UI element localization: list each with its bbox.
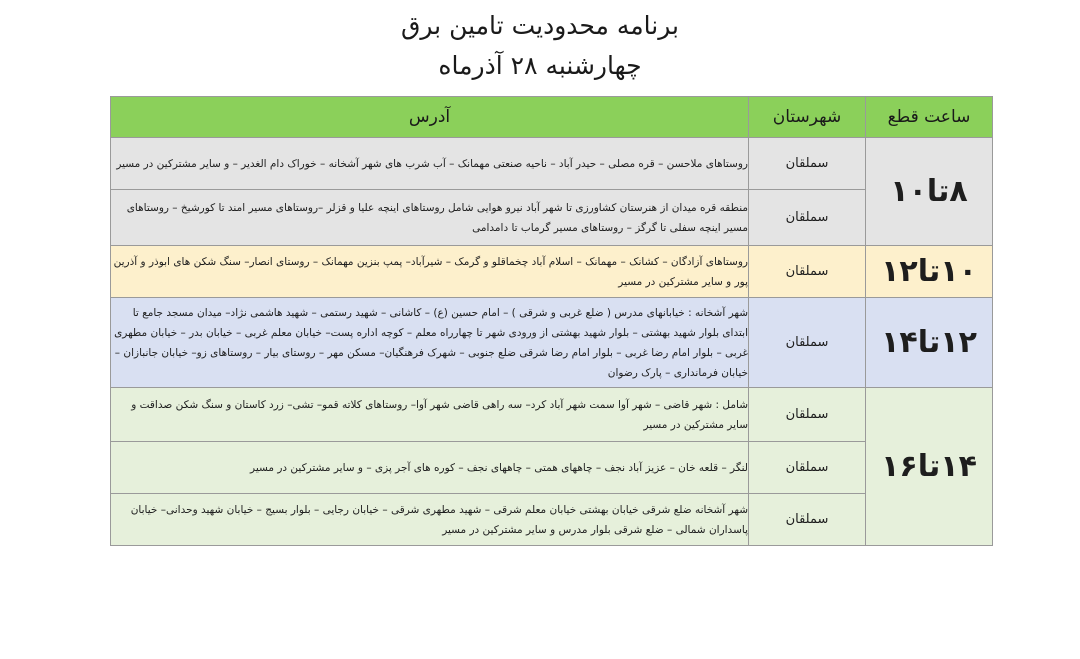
city-cell: سملقان xyxy=(749,298,866,388)
table-row xyxy=(111,298,993,388)
address-cell: شهر آشخانه ضلع شرقی خیابان بهشتی خیابان معلم شرقی – شهید مطهری شرقی – خیابان رجایی – بلوار بسیج – خیابان شهید وحدانی– خیابان پاسداران شمالی – ضلع شرقی بلوار مدرس و سایر مشترکین در مسیر xyxy=(111,494,749,546)
time-slot: ۱۰تا۱۲ xyxy=(866,246,993,298)
city-cell: سملقان xyxy=(749,190,866,246)
address-cell: منطقه قره میدان از هنرستان کشاورزی تا شهر آباد نیرو هوایی شامل روستاهای اینچه علیا و قزلر –روستاهای مسیر امند تا کورشیخ – روستاهای مسیر اینچه سفلی تا گرگز – روستاهای مسیر گرماب تا دامدامی xyxy=(111,190,749,246)
city-cell: سملقان xyxy=(749,246,866,298)
time-slot: ۱۲تا۱۴ xyxy=(866,298,993,388)
table-row xyxy=(111,246,993,298)
header-city: شهرستان xyxy=(749,97,866,138)
city-cell: سملقان xyxy=(749,442,866,494)
city-cell: سملقان xyxy=(749,388,866,442)
city-cell: سملقان xyxy=(749,494,866,546)
city-cell: سملقان xyxy=(749,138,866,190)
table-header-row xyxy=(111,97,993,138)
time-slot: ۸تا۱۰ xyxy=(866,138,993,246)
group-8-10 xyxy=(111,138,993,246)
group-14-16 xyxy=(111,388,993,546)
time-slot: ۱۴تا۱۶ xyxy=(866,388,993,546)
page-title: برنامه محدودیت تامین برق xyxy=(400,11,679,40)
address-cell: شهر آشخانه : خیابانهای مدرس ( ضلع غربی و شرقی ) – امام حسین (ع) – کاشانی – شهید رستمی – شهید هاشمی نژاد– میدان مسجد جامع تا ابتدای بلوار شهید بهشتی – بلوار شهید بهشتی از ورودی شهر تا چهارراه معلم – کوچه اداره پست– خیابان معلم غربی – خیابان بدر – خیابان مطهری غربی – بلوار امام رضا غربی – بلوار امام رضا شرقی ضلع جنوبی – شهرک فرهنگیان– مسکن مهر – روستای بیار – روستاهای زو– خیابان جانبازان – خیابان فرمانداری – پارک رضوان xyxy=(111,298,749,388)
address-cell: شامل : شهر قاضی – شهر آوا سمت شهر آباد کرد– سه راهی قاضی شهر آوا– روستاهای کلاته قمو– تشی– زرد کاستان و سنگ شکن صداقت و سایر مشترکین در مسیر xyxy=(111,388,749,442)
address-cell: روستاهای آزادگان – کشانک – مهمانک – اسلام آباد چخماقلو و گرمک – شیرآباد– پمپ بنزین مهمانک – روستای انصار– سنگ شکن های ابوذر و آذرین پور و سایر مشترکین در مسیر xyxy=(111,246,749,298)
group-10-12 xyxy=(111,246,993,298)
table-row xyxy=(111,190,993,246)
table-row xyxy=(111,494,993,546)
header-address: آدرس xyxy=(111,97,749,138)
address-cell: روستاهای ملاحسن – قره مصلی – حیدر آباد – ناحیه صنعتی مهمانک – آب شرب های شهر آشخانه – خوراک دام الغدیر – و سایر مشترکین در مسیر xyxy=(111,138,749,190)
table-row xyxy=(111,388,993,442)
page-subtitle: چهارشنبه ۲۸ آذرماه xyxy=(438,51,642,80)
table-row xyxy=(111,442,993,494)
outage-schedule-table xyxy=(110,96,993,546)
title-block xyxy=(0,6,1080,86)
header-time: ساعت قطع xyxy=(866,97,993,138)
address-cell: لنگر – قلعه خان – عزیز آباد نجف – چاههای همتی – چاههای نجف – کوره های آجر پزی – و سایر مشترکین در مسیر xyxy=(111,442,749,494)
group-12-14 xyxy=(111,298,993,388)
table-row xyxy=(111,138,993,190)
